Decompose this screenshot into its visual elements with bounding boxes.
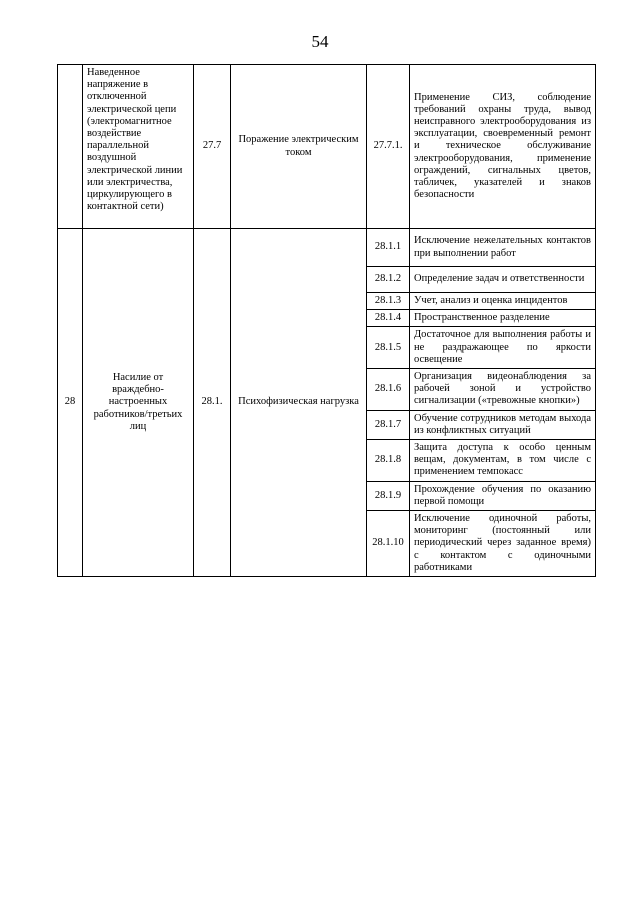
measure-text-cell: Исключение одиночной работы, мониторинг (постоянный или периодический через заданное время) с контактом с одиночными работниками (410, 511, 596, 577)
hazard-cell: Насилие от враждебно-настроенных работников/третьих лиц (83, 229, 194, 577)
event-cell: Психофизическая нагрузка (231, 229, 367, 577)
measure-text-cell: Достаточное для выполнения работы и не раздражающее по яркости освещение (410, 327, 596, 369)
measure-code-cell: 28.1.2 (367, 267, 410, 293)
measure-code-cell: 28.1.5 (367, 327, 410, 369)
measure-code-cell: 28.1.7 (367, 410, 410, 439)
hazard-table (57, 64, 596, 577)
measure-code-cell: 28.1.3 (367, 293, 410, 310)
page-number: 54 (311, 32, 329, 51)
measure-text-cell: Организация видеонаблюдения за рабочей зоной и устройство сигнализации («тревожные кнопки») (410, 369, 596, 411)
measure-code-cell: 27.7.1. (367, 65, 410, 229)
row-number-cell: 28 (58, 229, 83, 577)
row-number-cell (58, 65, 83, 229)
measure-text-cell: Определение задач и ответственности (410, 267, 596, 293)
measure-code-cell: 28.1.6 (367, 369, 410, 411)
measure-code-cell: 28.1.4 (367, 310, 410, 327)
table-row (58, 65, 596, 229)
event-cell: Поражение электрическим током (231, 65, 367, 229)
measure-text-cell: Защита доступа к особо ценным вещам, документам, в том числе с применением темпокасс (410, 440, 596, 482)
measure-text-cell: Применение СИЗ, соблюдение требований охраны труда, вывод неисправного электрооборудования из эксплуатации, своевременный ремонт и техническое обслуживание электрооборудования, применение ограждений, сигнальных цветов, табличек, указателей и знаков безопасности (410, 65, 596, 229)
table-row (58, 229, 596, 267)
measure-code-cell: 28.1.9 (367, 481, 410, 510)
event-code-cell: 27.7 (194, 65, 231, 229)
measure-text-cell: Прохождение обучения по оказанию первой помощи (410, 481, 596, 510)
measure-text-cell: Обучение сотрудников методам выхода из конфликтных ситуаций (410, 410, 596, 439)
measure-text-cell: Учет, анализ и оценка инцидентов (410, 293, 596, 310)
hazard-cell: Наведенное напряжение в отключенной электрической цепи (электромагнитное воздействие параллельной воздушной электрической линии или электричества, циркулирующего в контактной сети) (83, 65, 194, 229)
measure-code-cell: 28.1.1 (367, 229, 410, 267)
measure-code-cell: 28.1.10 (367, 511, 410, 577)
measure-text-cell: Исключение нежелательных контактов при выполнении работ (410, 229, 596, 267)
event-code-cell: 28.1. (194, 229, 231, 577)
measure-text-cell: Пространственное разделение (410, 310, 596, 327)
measure-code-cell: 28.1.8 (367, 440, 410, 482)
